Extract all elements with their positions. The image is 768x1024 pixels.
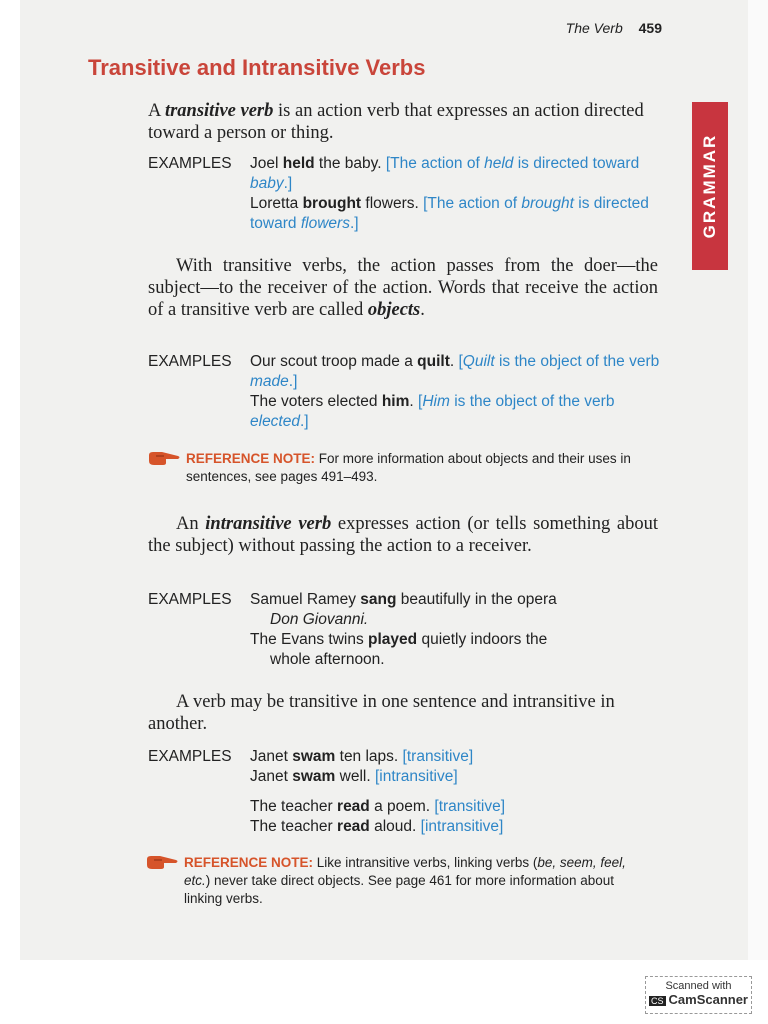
examples-label: EXAMPLES	[148, 155, 232, 172]
page-margin	[748, 0, 768, 960]
camscanner-badge	[645, 976, 752, 1014]
example-line: Janet swam well. [intransitive]	[250, 768, 458, 785]
paragraph-objects: With transitive verbs, the action passes from the doer—the subject—to the receiver of the action. Words that receive the action of a transitive verb are called objects.	[148, 256, 658, 320]
example-line: The teacher read aloud. [intransitive]	[250, 818, 504, 835]
example-line: The teacher read a poem. [transitive]	[250, 798, 506, 815]
reference-note-linking: REFERENCE NOTE: Like intransitive verbs, linking verbs (be, seem, feel, etc.) never take direct objects. See page 461 for more information about linking verbs.	[148, 854, 648, 908]
paragraph-transitive-definition: A transitive verb is an action verb that expresses an action directed toward a person or thing.	[148, 101, 644, 143]
term-objects: objects	[367, 300, 421, 320]
example-line: The voters elected him. [Him is the object of the verb elected.]	[250, 393, 615, 430]
example-line: Our scout troop made a quilt. [Quilt is the object of the verb made.]	[250, 353, 660, 390]
page-number: 459	[638, 20, 662, 36]
example-line: Joel held the baby. [The action of held is directed toward baby.]	[250, 155, 640, 192]
paragraph-both: A verb may be transitive in one sentence and intransitive in another.	[148, 692, 615, 734]
example-line: Loretta brought flowers. [The action of brought is directed toward flowers.]	[250, 195, 649, 232]
example-line: Samuel Ramey sang beautifully in the opera	[250, 591, 557, 608]
paragraph-intransitive-definition: An intransitive verb expresses action (or tells something about the subject) without passing the action to a receiver.	[148, 514, 658, 556]
reference-note-objects: REFERENCE NOTE: For more information about objects and their uses in sentences, see pages 491–493.	[150, 450, 650, 486]
scan-caption: Scanned with	[665, 980, 732, 992]
camscanner-brand: CamScanner	[668, 992, 748, 1007]
pointing-hand-icon	[146, 854, 180, 870]
examples-label: EXAMPLES	[148, 353, 232, 370]
page-title: Transitive and Intransitive Verbs	[88, 55, 426, 80]
term-intransitive-verb: intransitive verb	[205, 514, 332, 534]
grammar-tab-label: GRAMMAR	[700, 133, 719, 239]
pointing-hand-icon	[148, 450, 182, 466]
example-line: Don Giovanni.	[270, 611, 369, 628]
term-transitive-verb: transitive verb	[164, 101, 274, 121]
example-line: The Evans twins played quietly indoors the	[250, 631, 548, 648]
running-header	[566, 20, 662, 36]
header-section: The Verb	[565, 20, 623, 36]
grammar-tab	[692, 102, 728, 270]
example-line: Janet swam ten laps. [transitive]	[250, 748, 474, 765]
examples-label: EXAMPLES	[148, 748, 232, 765]
example-line: whole afternoon.	[270, 651, 385, 668]
examples-label: EXAMPLES	[148, 591, 232, 608]
camscanner-logo-icon: CS	[651, 996, 664, 1006]
